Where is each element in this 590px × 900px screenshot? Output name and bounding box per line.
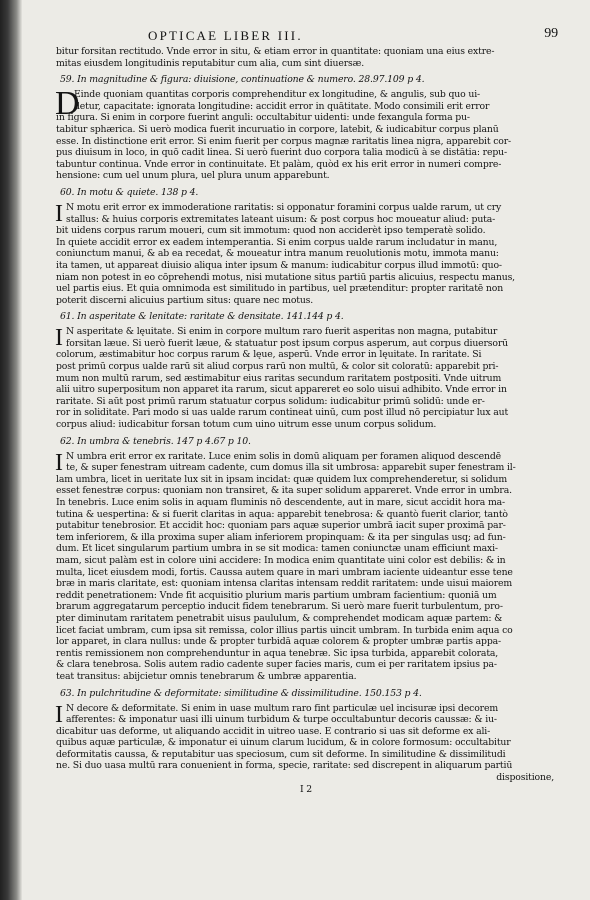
running-head <box>56 26 558 46</box>
text-line: mitas eiusdem longitudinis reputabitur cum alia, cum sint diuersæ. <box>56 57 365 69</box>
drop-cap: I <box>55 449 63 476</box>
text-line: putabitur tenebrosior. Et accidit hoc: quoniam pars aquæ superior umbrā iacit super proximā par- <box>56 520 506 532</box>
text-line: coniunctum manui, & ab ea recedat, & moueatur intra manum reuolutionis motu, immota manu: <box>56 248 499 260</box>
text-line: esse. In distinctione erit error. Si enim fuerit per corpus magnæ raritatis linea nigra, apparebit cor- <box>56 135 512 147</box>
text-line: forsitan læue. Si uerò fuerit læue, & statuatur post ipsum corpus asperum, aut corpus diuersorū <box>66 337 509 349</box>
text-line: pter diminutam raritatem penetrabit uisus paululum, & comprehendet modicam aquæ partem: & <box>56 612 503 624</box>
section-heading: 59. In magnitudine & figura: diuisione, continuatione & numero. 28.97.109 p 4. <box>60 74 425 86</box>
text-line: reddit penetrationem: Vnde fit acquisitio plurium maris partium umbram facientium: quoniā um <box>56 589 497 601</box>
text-line: tutina & uespertina: & si fuerit claritas in aqua: apparebit tenebrosa: & quantò fuerit clarior, tantò <box>56 508 508 520</box>
drop-cap: I <box>55 200 63 227</box>
text-line: tem inferiorem, & illa proxima super aliam inferiorem propinquam: & ita per singulas usq; ad fun- <box>56 531 506 543</box>
section-paragraph <box>56 703 556 784</box>
text-line: corpus aliud: iudicabitur forsan totum cum uino uitrum esse unum corpus solidum. <box>56 419 437 431</box>
text-line: N umbra erit error ex raritate. Luce enim solis in domū aliquam per foramen aliquod descendē <box>66 450 502 462</box>
section-paragraph <box>55 85 556 182</box>
text-line: tabuntur continua. Vnde error in continuitate. Et palàm, quòd ex his erit error in numeri compre- <box>56 158 502 170</box>
text-line: teat transitus: abijcietur omnis tenebrarum & umbræ apparentia. <box>56 670 357 682</box>
text-line: mam, sicut palàm est in colore uini accidere: In modica enim quantitate uini color est debilis: & in <box>56 554 506 566</box>
text-line: afferentes: & imponatur uasi illi uinum turbidum & turpe occultabuntur decoris caussæ: & iu- <box>66 714 497 726</box>
signature-mark: I 2 <box>299 783 313 795</box>
text-line: licet faciat umbram, cum ipsa sit remissa, color illius partis uincit umbram. In turbida enim aqua co <box>56 624 513 636</box>
text-line: bit uidens corpus rarum moueri, cum sit immotum: quod non acciderèt ipso temperatè solido. <box>56 225 486 237</box>
text-line: & clara tenebrosa. Solis autem radio cadente super facies maris, cum ei per raritatem ipsius pa- <box>56 659 497 671</box>
text-line: quibus aquæ particulæ, & imponatur ei uinum clarum lucidum, & in colore formosum: occultabitur <box>56 737 511 749</box>
text-line: N decore & deformitate. Si enim in uase multum raro fint particulæ uel incisuræ ipsi decorem <box>66 702 498 714</box>
text-line: ne. Si duo uasa multū rara conuenient in forma, specie, raritate: sed discrepent in aliquarum partiū <box>56 760 513 772</box>
sections <box>56 74 556 795</box>
text-line: lor apparet, in clara nullus: unde & propter turbidā aquæ colorem & propter umbræ partis appa- <box>56 636 502 648</box>
text-line: bræ in maris claritate, est: quoniam intensa claritas intensam reddit raritatem: unde uisui maiorem <box>56 578 513 590</box>
text-line: In quiete accidit error ex eadem intemperantia. Si enim corpus ualde rarum includatur in manu, <box>56 236 498 248</box>
drop-cap: D <box>55 85 80 123</box>
text-line: poterit discerni alicuius partium situs: quare nec motus. <box>56 294 314 306</box>
text-line: bitur forsitan rectitudo. Vnde error in situ, & etiam error in quantitate: quoniam una eius extre- <box>56 46 495 57</box>
text-line: brarum aggregatarum perceptio inducit fidem tenebrarum. Si uerò mare fuerit turbulentum, pro- <box>56 601 503 613</box>
text-line: mum non multū rarum, sed æstimabitur eius raritas secundum raritatem postpositi. Vnde uitrum <box>56 372 502 384</box>
section-heading: 63. In pulchritudine & deformitate: similitudine & dissimilitudine. 150.153 p 4. <box>60 687 422 699</box>
book-page <box>55 26 558 890</box>
text-line: In tenebris. Luce enim solis in aquam fluminis nō descendente, aut in mare, sicut accidit hora ma- <box>56 497 505 508</box>
text-line: stallus: & huius corporis extremitates lateant uisum: & post corpus hoc moueatur aliud: puta- <box>66 213 496 225</box>
text-line: post primū corpus ualde rarū sit aliud corpus rarū non multū, & color sit coloratū: apparebit pri- <box>56 361 499 373</box>
text-line: detur, capacitate: ignorata longitudine: accidit error in quātitate. Modo consimili erit error <box>74 100 490 112</box>
text-line: ita tamen, ut appareat diuisio aliqua inter ipsum & manum: iudicabitur corpus illud immotū: quo- <box>56 259 502 271</box>
text-line: hensione: cum uel unum plura, uel plura unum apparebunt. <box>56 170 330 182</box>
text-line: in figura. Si enim in corpore fuerint anguli: occultabitur uidenti: unde fexangula forma pu- <box>56 112 470 124</box>
section-heading: 62. In umbra & tenebris. 147 p 4.67 p 10. <box>60 435 251 447</box>
text-line: colorum, æstimabitur hoc corpus rarum & lęue, asperū. Vnde error in lęuitate. In raritate. Si <box>56 349 482 361</box>
text-line: lam umbra, licet in ueritate lux sit in ipsam incidat: quæ quidem lux comprehenderetur, si solidum <box>56 473 508 485</box>
section-paragraph <box>56 202 556 306</box>
page-number: 99 <box>544 26 558 41</box>
text-line: esset fenestræ corpus: quoniam non transiret, & ita super solidum appareret. Vnde error in umbra. <box>56 485 512 497</box>
section-paragraph <box>56 326 556 430</box>
drop-cap: I <box>55 325 63 352</box>
section-paragraph <box>56 451 556 683</box>
text-line: N motu erit error ex immoderatione raritatis: si opponatur foramini corpus ualde rarum, ut cry <box>66 201 502 213</box>
text-line: dum. Et licet singularum partium umbra in se sit modica: tamen coniunctæ unam efficiunt maxi- <box>56 543 498 555</box>
text-line: tabitur sphærica. Si uerò modica fuerit incuruatio in corpore, latebit, & iudicabitur corpus planū <box>56 123 499 135</box>
text-line: alii uitro superpositum non apparet ita rarum, sicut appareret eo solo uisui adhibito. Vnde error in <box>56 384 507 396</box>
text-line: Einde quoniam quantitas corporis comprehenditur ex longitudine, & angulis, sub quo ui- <box>74 89 481 101</box>
running-title: OPTICAE LIBER III. <box>148 28 303 43</box>
section-heading: 60. In motu & quiete. 138 p 4. <box>60 186 199 198</box>
continuation-text <box>56 46 556 69</box>
text-line: niam non potest in eo cōprehendi motus, nisi mutatione situs partiū partis alicuius, respectu manus, <box>56 271 515 283</box>
text-line: deformitatis caussa, & reputabitur uas speciosum, cum sit deforme. In similitudine & dissimilitudi <box>56 748 506 760</box>
text-line: dispositione, <box>496 772 554 784</box>
text-line: raritate. Si aūt post primū rarum statuatur corpus solidum: iudicabitur primū solidū: unde er- <box>56 395 485 407</box>
text-line: uel partis eius. Et quia omnimoda est similitudo in partibus, uel prætenditur: propter raritatē non <box>56 283 504 295</box>
text-line: multa, licet eiusdem modi, fortis. Caussa autem quare in mari umbram iaciente uideantur esse tene <box>56 566 513 578</box>
book-gutter-shadow <box>0 0 22 900</box>
text-line: pus diuisum in loco, in quō cadit linea. Si uerò fuerint duo corpora talia modicū à se distātia: repu- <box>56 147 507 159</box>
section-heading: 61. In asperitate & lenitate: raritate & densitate. 141.144 p 4. <box>60 311 344 323</box>
text-line: N asperitate & lęuitate. Si enim in corpore multum raro fuerit asperitas non magna, putabitur <box>66 326 498 338</box>
text-line: te, & super fenestram uitream cadente, cum domus illa sit umbrosa: apparebit super fenestram il- <box>66 462 516 474</box>
drop-cap: I <box>55 701 63 728</box>
text-line: dicabitur uas deforme, ut aliquando accidit in uitreo uase. E contrario si uas sit deforme ex ali- <box>56 725 491 737</box>
text-line: rentis remissionem non comprehenduntur in aqua tenebræ. Sic ipsa turbida, apparebit colorata, <box>56 647 499 659</box>
text-line: ror in soliditate. Pari modo si uas ualde rarum contineat uinū, cum post illud nō percipiatur lux aut <box>56 407 509 419</box>
